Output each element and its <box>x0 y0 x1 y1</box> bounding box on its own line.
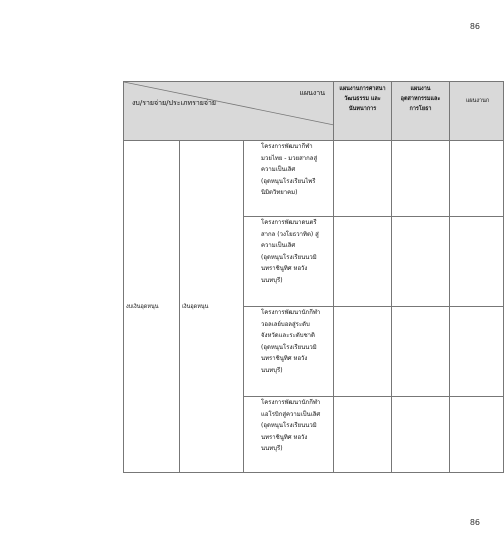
project-line: แอโรบิกสู่ความเป็นเลิศ <box>261 410 321 418</box>
project-line: วอลเลย์บอลสู่ระดับ <box>261 320 310 328</box>
project-line: (อุดหนุนโรงเรียนนวมิ <box>261 343 317 351</box>
value-cell <box>334 217 392 307</box>
project-line: (อุดหนุนโรงเรียนไพรี <box>261 177 316 185</box>
project-line: นทราชินูทิศ หอวัง <box>261 355 308 362</box>
header-line: แผนงาน <box>410 86 431 92</box>
budget-category-cell: งบเงินอุดหนุน <box>124 141 180 473</box>
project-cell <box>244 307 334 397</box>
header-line: การโยธา <box>409 106 432 112</box>
project-line: ความเป็นเลิศ <box>261 242 296 249</box>
header-line: แผนงานการศาสนา <box>339 86 386 92</box>
value-cell <box>392 307 450 397</box>
project-line: นนทบุรี) <box>261 366 283 374</box>
project-line: นทราชินูทิศ หอวัง <box>261 433 308 441</box>
project-cell <box>244 141 334 217</box>
project-line: โครงการพัฒนาดนตรี <box>261 219 317 226</box>
project-line: (อุดหนุนโรงเรียนนวมิ <box>261 253 317 261</box>
budget-type-cell: เงินอุดหนุน <box>180 141 244 473</box>
value-cell <box>392 217 450 307</box>
project-line: (อุดหนุนโรงเรียนนวมิ <box>261 422 317 429</box>
project-line: จังหวัดและระดับชาติ <box>261 332 315 339</box>
project-line: นทราชินูทิศ หอวัง <box>261 265 308 272</box>
page-number-bottom: 86 <box>469 518 480 527</box>
project-line: โครงการพัฒนากีฬา <box>261 143 313 150</box>
value-cell <box>334 141 392 217</box>
project-line: สากล (วงโยธวาทิต) สู่ <box>261 230 319 238</box>
header-religion-culture <box>334 82 392 141</box>
project-line: มวยไทย - มวยสากลสู่ <box>261 154 318 162</box>
value-cell <box>334 397 392 473</box>
value-cell <box>334 307 392 397</box>
value-cell <box>392 141 450 217</box>
header-plan-label: แผนงาน <box>299 89 326 97</box>
table-row <box>124 141 504 217</box>
header-row <box>124 82 504 141</box>
page-number-top: 86 <box>469 22 480 31</box>
project-line: โครงการพัฒนานักกีฬา <box>261 399 321 406</box>
header-line: อุตสาหกรรมและ <box>400 96 441 102</box>
value-cell <box>450 141 504 217</box>
project-line: นนทบุรี) <box>261 445 283 452</box>
project-line: นิมิตวิทยาคม) <box>261 189 298 196</box>
value-cell <box>450 307 504 397</box>
project-cell <box>244 397 334 473</box>
project-line: นนทบุรี) <box>261 276 283 284</box>
project-cell <box>244 217 334 307</box>
header-industry-public-works <box>392 82 450 141</box>
diagonal-header-cell <box>124 82 334 141</box>
value-cell <box>450 217 504 307</box>
header-line: วัฒนธรรม และ <box>344 96 381 102</box>
project-line: โครงการพัฒนานักกีฬา <box>261 309 321 316</box>
header-line: นันทนาการ <box>348 106 377 112</box>
header-plan-truncated: แผนงานก <box>450 82 504 141</box>
value-cell <box>450 397 504 473</box>
header-budget-type-label: งบ/รายจ่าย/ประเภทรายจ่าย <box>132 99 217 107</box>
project-line: ความเป็นเลิศ <box>261 166 296 173</box>
budget-table <box>123 81 504 473</box>
value-cell <box>392 397 450 473</box>
